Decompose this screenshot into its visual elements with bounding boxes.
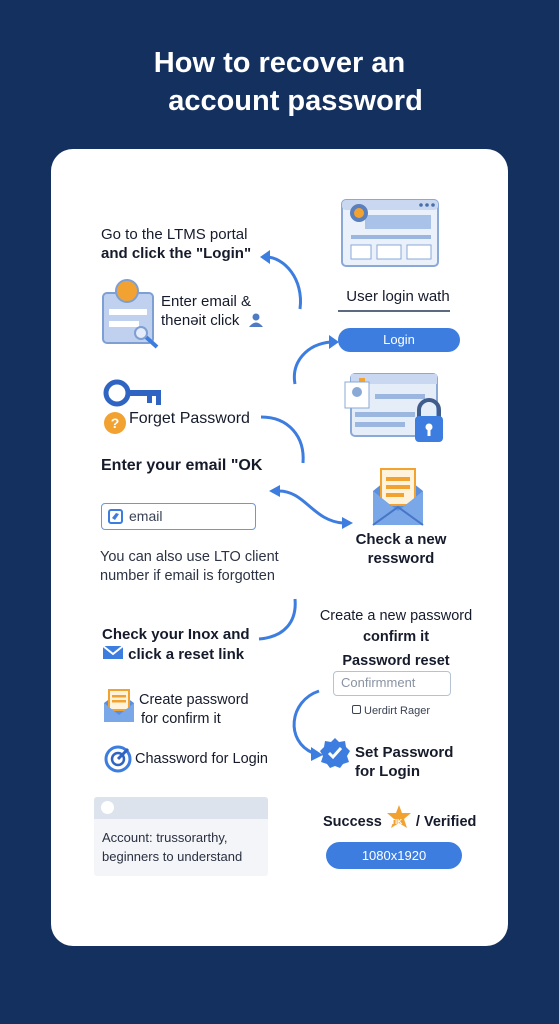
person-icon	[248, 313, 264, 327]
mail-icon	[102, 645, 124, 660]
password-lock-icon	[341, 370, 453, 452]
target-check-icon	[104, 745, 132, 773]
login-button[interactable]: Login	[338, 328, 460, 352]
page-title-line1: How to recover an	[153, 47, 406, 79]
account-info-box	[94, 797, 268, 876]
user-login-label: User login wath	[346, 288, 450, 305]
arrow-to-portal	[256, 247, 316, 317]
verified-badge-icon	[319, 737, 351, 769]
login-divider	[338, 310, 450, 312]
account-dot-icon	[101, 801, 114, 814]
create-password-text: Create password for confirm it	[139, 692, 249, 727]
confirm-placeholder: Confirmment	[341, 675, 416, 690]
enter-email-ok-text: Enter your email "OK	[101, 457, 263, 474]
password-envelope-icon	[103, 689, 135, 723]
arrow-email-to-envelope	[265, 483, 357, 529]
resolution-button[interactable]: 1080x1920	[326, 842, 462, 869]
confirm-password-input[interactable]	[333, 671, 451, 696]
verify-check-icon	[352, 705, 361, 714]
success-badge-text: TIK	[390, 819, 403, 826]
browser-window-icon	[341, 199, 441, 269]
check-new-password-text: Check a new ressword	[355, 531, 447, 567]
account-header-bar	[94, 797, 268, 819]
page-title	[0, 44, 559, 120]
arrow-to-login	[289, 334, 349, 389]
arrow-forget-down	[257, 411, 307, 467]
success-star-icon	[386, 810, 412, 830]
email-field-icon	[108, 509, 123, 524]
arrow-to-inbox	[251, 597, 301, 645]
check-inbox-text: Check your Inox and click a reset link	[102, 626, 250, 663]
instructions-card	[51, 149, 508, 946]
user-id-card-icon	[101, 279, 163, 351]
account-text: Account: trussorarthy, beginners to understand	[102, 830, 243, 864]
set-password-text: Set Password for Login	[355, 744, 454, 780]
page-title-line2: account password	[168, 85, 423, 117]
email-placeholder: email	[129, 508, 163, 524]
forget-password-text: Forget Password	[129, 410, 250, 427]
envelope-document-icon	[371, 467, 425, 527]
step-portal-text: Go to the LTMS portal and click the "Login"	[101, 226, 252, 262]
svg-text:?: ?	[110, 415, 120, 431]
verify-label: Uerdirt Rager	[352, 702, 430, 721]
email-input[interactable]	[101, 503, 256, 530]
client-number-note: You can also use LTO client number if email is forgotten	[100, 549, 279, 584]
create-new-password-text: Create a new password confirm it Password reset	[319, 608, 473, 669]
step-enter-email-text: Enter email & thenǝit click	[161, 292, 260, 330]
chassword-login-text: Chassword for Login	[135, 751, 268, 767]
success-line: Success TIK / Verified	[323, 810, 493, 832]
